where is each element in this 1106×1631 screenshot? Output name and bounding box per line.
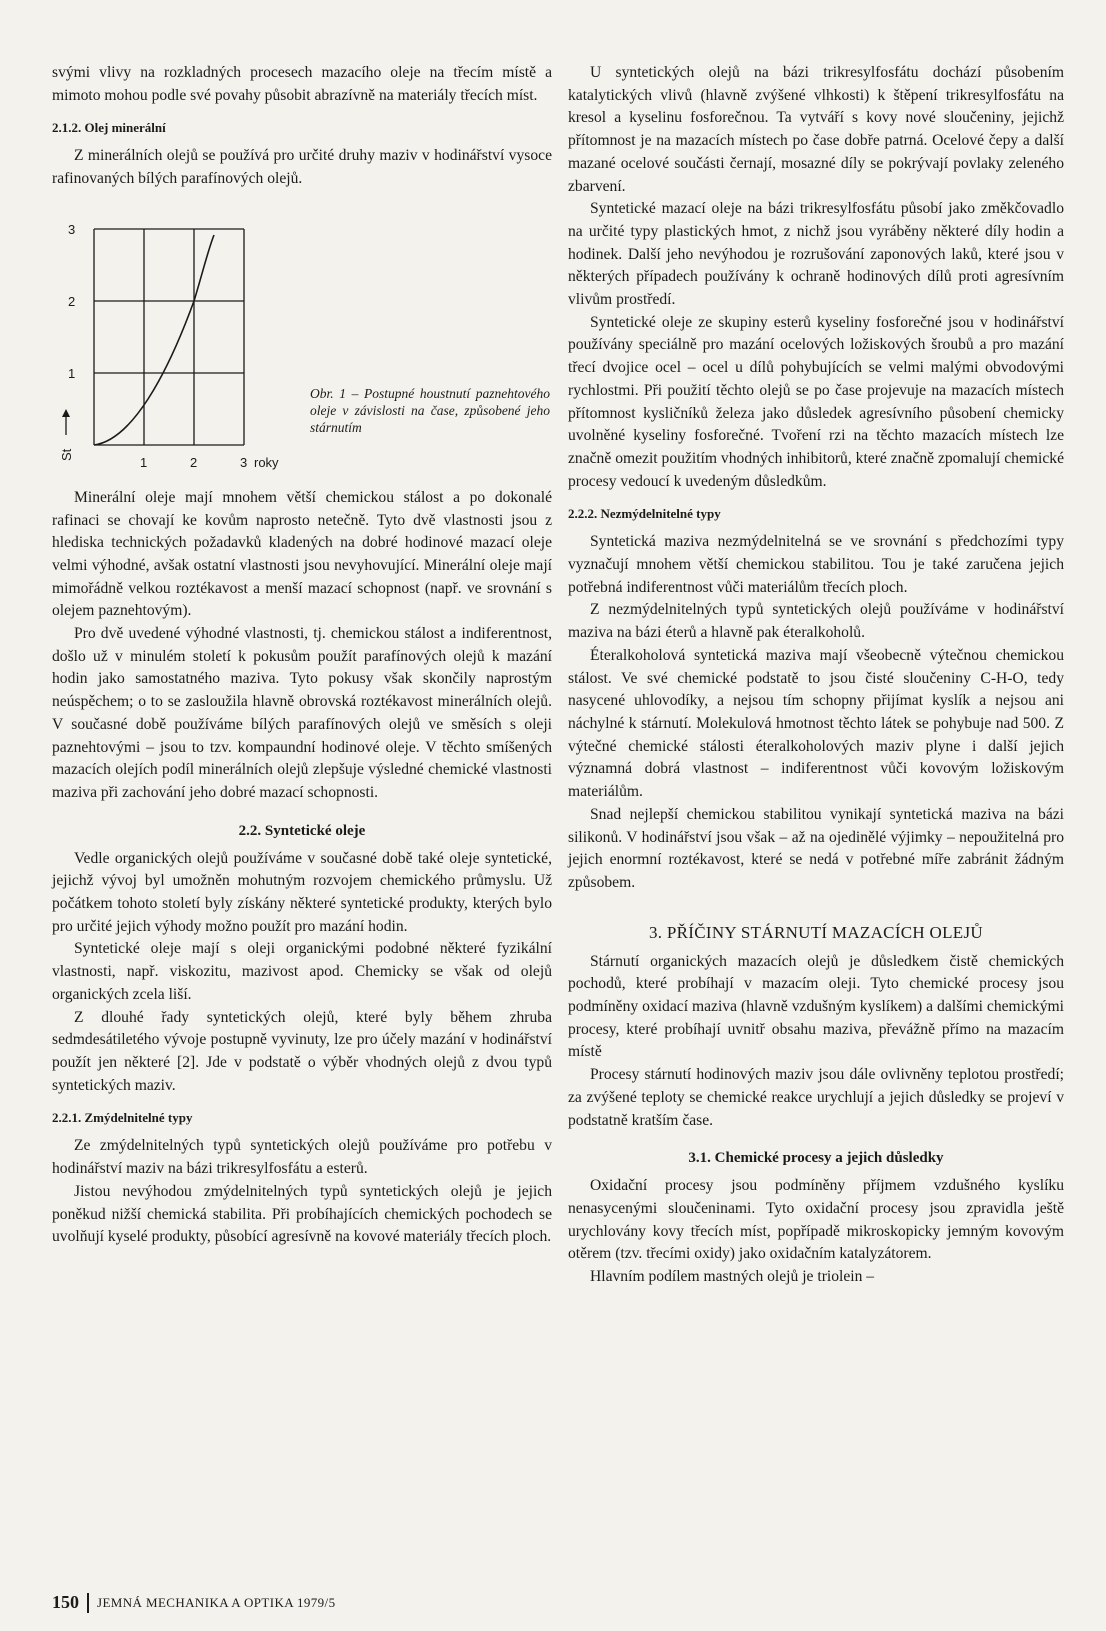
paragraph: Oxidační procesy jsou podmíněny příjmem vzdušného kyslíku nenasycenými sloučeninami. Tyto oxidační procesy jsou zpravidla ještě urychlovány kovy třecích míst, popřípadě mikroskopicky jemným kovovým otěrem (tzv. třecími oxidy) jako oxidačním katalyzátorem. [568, 1177, 1064, 1263]
section-heading-2-2-2: 2.2.2. Nezmýdelnitelné typy [568, 506, 721, 522]
paragraph: Hlavním podílem mastných olejů je triolein – [590, 1268, 875, 1286]
paragraph: Vedle organických olejů používáme v současné době také oleje syntetické, jejichž vývoj byl umožněn mohutným rozvojem chemického průmyslu. Už počátkem tohoto století byly získány některé syntetické produkty, kterých bylo pro určité jejich výhody možno použít pro mazání hodin. [52, 849, 552, 935]
x-tick-label: 2 [190, 454, 198, 470]
paragraph: Z dlouhé řady syntetických olejů, které byly během zhruba sedmdesátiletého vývoje postupně vyvinuty, lze pro účely mazání v hodinářství použít jen některé [2]. Jde v podstatě o výběr vhodných olejů z dvou typů syntetických maziv. [52, 1008, 552, 1094]
paragraph: Syntetická maziva nezmýdelnitelná se ve srovnání s předchozími typy vyznačují mnohem větší chemickou stabilitou. Tou je také zaručena jejich potřebná indiferentnost vůči materiálům třecích ploch. [568, 533, 1064, 596]
section-heading-3-1: 3.1. Chemické procesy a jejich důsledky [688, 1150, 944, 1167]
page-footer [52, 1592, 335, 1613]
section-heading-2-1-2: 2.1.2. Olej minerální [52, 120, 166, 136]
paragraph: Z minerálních olejů se používá pro určité druhy maziv v hodinářství vysoce rafinovaných bílých parafínových olejů. [52, 147, 552, 188]
aging-curve [94, 235, 214, 445]
section-heading-2-2-1: 2.2.1. Zmýdelnitelné typy [52, 1110, 193, 1126]
paragraph: Pro dvě uvedené výhodné vlastnosti, tj. chemickou stálost a indiferentnost, došlo už v minulém století k pokusům použít parafínových olejů k mazání hodin jako samostatného maziva. Tyto pokusy však skončily naprostým neúspěchem; o to se zasloužila hlavně obrovská roztékavost minerálních olejů. V současné době používáme bílých parafínových olejů ve směsích s oleji paznehtovými – jsou to tzv. kompaundní hodinové oleje. V těchto smíšených mazacích olejích podíl minerálních olejů zlepšuje výsledné chemické vlastnosti maziva při zachování jeho dobré mazací schopnosti. [52, 625, 552, 801]
x-tick-label: 1 [140, 454, 148, 470]
left-column [52, 62, 552, 1249]
paragraph: Syntetické oleje mají s oleji organickými podobné některé fyzikální vlastnosti, např. viskozitu, mazivost apod. Chemicky se však od olejů organických zcela liší. [52, 940, 552, 1003]
figure-caption: Obr. 1 – Postupné houstnutí paznehtového oleje v závislosti na čase, způsobené jeho stárnutím [310, 385, 550, 435]
figure-1 [52, 205, 552, 475]
paragraph: Syntetické mazací oleje na bázi trikresylfosfátu působí jako změkčovadlo na určité typy plastických hmot, z nichž jsou vyráběny některé díly hodin a hodinek. Další jeho nevýhodou je rozrušování zaponových laků, které jsou v některých případech používány k ochraně hodinových dílů proti agresívním vlivům prostředí. [568, 200, 1064, 309]
x-axis-unit: roky [254, 454, 279, 470]
y-tick-label: 3 [68, 221, 76, 237]
paragraph: Z nezmýdelnitelných typů syntetických olejů používáme v hodinářství maziva na bázi éterů a hlavně pak éteralkoholů. [568, 601, 1064, 642]
paragraph: Éteralkoholová syntetická maziva mají všeobecně výtečnou chemickou stálost. Ve své chemické podstatě to jsou čisté sloučeniny C-H-O, tedy nasycené uhlovodíky, a nejsou tím schopny přijímat kyslík a nejsou ani náchylné k stárnutí. Molekulová hmotnost těchto látek se pohybuje nad 500. Z výtečné chemické stálosti éteralkoholových maziv plyne i další jejich významná dobrá vlastnost – indiferentnost vůči kovovým ložiskovým materiálům. [568, 646, 1064, 801]
paragraph: Minerální oleje mají mnohem větší chemickou stálost a po dokonalé rafinaci se chovají ke kovům naprosto netečně. Tyto dvě vlastnosti jsou z hlediska technických požadavků kladených na dobré hodinové mazací oleje velmi výhodné, avšak ostatní vlastnosti jsou nevyhovující. Minerální oleje mají mimořádně velkou roztékavost a menší mazací schopnost (např. ve srovnání s olejem paznehtovým). [52, 488, 552, 620]
paragraph: U syntetických olejů na bázi trikresylfosfátu dochází působením katalytických vlivů (hlavně zvýšené vlhkosti) k štěpení trikresylfosfátu na kresol a kyselinu fosforečnou. Ta vytváří s kovy nové sloučeniny, jejichž přítomnost je na mazacích místech po čase dobře patrná. Ocelové čepy a další mazané ocelové součásti černají, mosazné díly se pokrývají povlaky zeleného zbarvení. [568, 64, 1064, 195]
paragraph: Jistou nevýhodou zmýdelnitelných typů syntetických olejů je jejich poněkud nižší chemická stabilita. Při probíhajících chemických pochodech se uvolňují kyselé produkty, působící agresívně na kovové materiály třecích ploch. [52, 1182, 552, 1246]
footer-divider [87, 1593, 89, 1613]
x-tick-label: 3 [240, 454, 248, 470]
section-heading-2-2: 2.2. Syntetické oleje [238, 822, 366, 839]
paragraph: Procesy stárnutí hodinových maziv jsou dále ovlivněny teplotou prostředí; za zvýšené teploty se chemické reakce urychlují a jejich důsledky se projeví v podstatně kratším čase. [568, 1066, 1064, 1129]
paragraph: Syntetické oleje ze skupiny esterů kyseliny fosforečné jsou v hodinářství používány speciálně pro mazání ocelových ložiskových šroubů a pro mazání třecí dvojice ocel – ocel u dílů pohybujících se velmi malými obvodovými rychlostmi. Při použití těchto olejů se po čase projevuje na mazacích místech přítomnost kysličníků železa jako důsledek agresívního působení chemicky uvolněné kyseliny fosforečné. Tvoření rzi na těchto mazacích místech lze značně omezit použitím vhodných inhibitorů, které značně zpomalují chemické procesy vedoucí k uvedeným důsledkům. [568, 313, 1064, 490]
paragraph: Ze zmýdelnitelných typů syntetických olejů používáme pro potřebu v hodinářství maziv na bázi trikresylfosfátu a esterů. [52, 1137, 552, 1178]
page-number: 150 [52, 1592, 79, 1612]
paragraph: Snad nejlepší chemickou stabilitou vynikají syntetická maziva na bázi silikonů. V hodinářství jsou však – až na ojedinělé výjimky – nepoužitelná pro jejich enormní roztékavost, které se nedá v potřebné míře zabránit žádným způsobem. [568, 805, 1064, 891]
y-axis-unit: St [59, 448, 74, 461]
y-tick-label: 1 [68, 365, 76, 381]
paragraph: svými vlivy na rozkladných procesech mazacího oleje na třecím místě a mimoto mohou podle své povahy působit abrazívně na materiály třecích míst. [52, 64, 552, 104]
y-axis-arrow-icon [62, 409, 70, 435]
y-tick-label: 2 [68, 293, 76, 309]
right-column [568, 62, 1064, 1289]
section-heading-3: 3. PŘÍČINY STÁRNUTÍ MAZACÍCH OLEJŮ [649, 922, 983, 942]
journal-name: JEMNÁ MECHANIKA A OPTIKA 1979/5 [97, 1594, 336, 1610]
paragraph: Stárnutí organických mazacích olejů je důsledkem čistě chemických pochodů, které probíhají v mazacím oleji. Tyto chemické procesy jsou podmíněny oxidací maziva (hlavně vzdušným kyslíkem) a dalšími chemickými procesy, které probíhají uvnitř obsahu maziva, převážně přímo na mazacím místě [568, 952, 1064, 1061]
